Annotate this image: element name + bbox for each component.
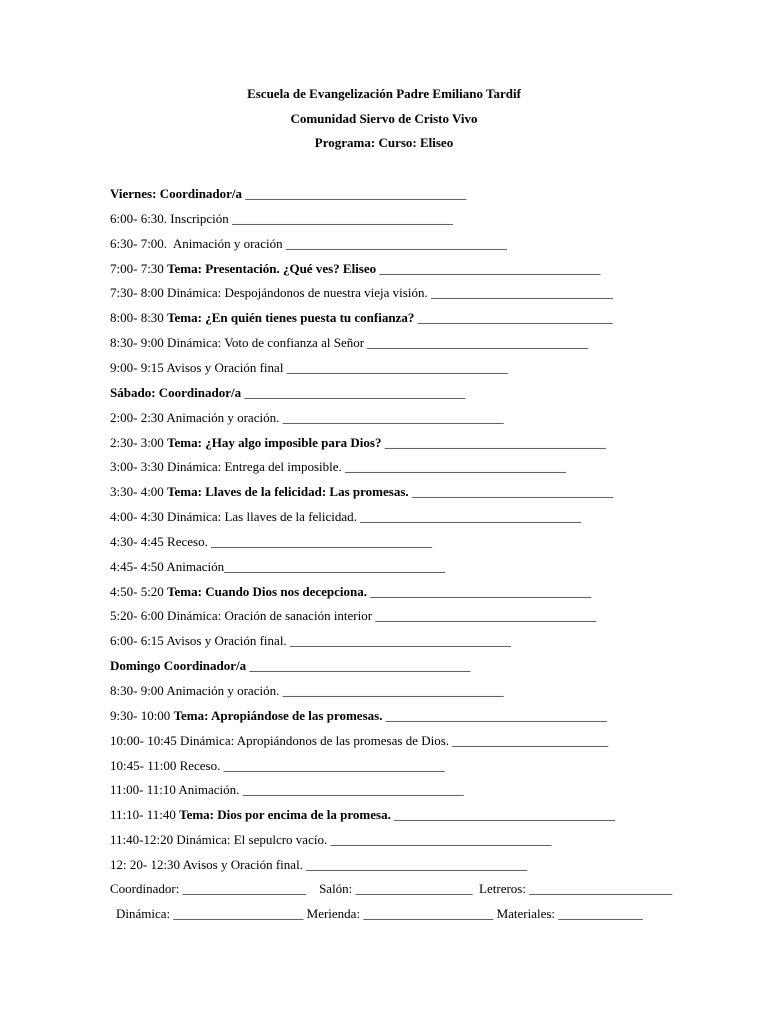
schedule-line-time: 10:45- 11:00 Receso. (110, 757, 221, 773)
schedule-line-bold: Domingo Coordinador/a (110, 658, 247, 674)
schedule-line (110, 360, 508, 376)
schedule-line-time: 12: 20- 12:30 Avisos y Oración final. (110, 856, 303, 872)
schedule-line (110, 758, 445, 774)
schedule-line-bold: Tema: Presentación. ¿Qué ves? Eliseo (167, 260, 377, 276)
community-title: Comunidad Siervo de Cristo Vivo (290, 111, 478, 126)
schedule-line-rest: __________________________________ (228, 210, 454, 226)
schedule-line-bold: Tema: ¿En quién tienes puesta tu confianza? (167, 310, 415, 326)
schedule-line (110, 335, 588, 351)
schedule-line-time: 4:50- 5:20 (110, 583, 168, 599)
schedule-line-rest: __________________________________ (341, 459, 567, 475)
schedule-line-rest: __________________________________ (283, 359, 508, 375)
schedule-line (110, 285, 613, 301)
schedule-line-time: 2:00- 2:30 Animación y oración. (110, 409, 280, 425)
schedule-line (110, 484, 613, 500)
schedule-line-bold: Tema: Apropiándose de las promesas. (173, 707, 383, 723)
schedule-line-bold: Tema: Dios por encima de la promesa. (179, 807, 391, 823)
schedule-line-rest: __________________________________ (367, 583, 592, 599)
schedule-line-rest: __________________________________ (376, 260, 601, 276)
schedule-line-rest: __________________________________ (224, 558, 446, 574)
schedule-line-rest: __________________________________ (327, 832, 552, 848)
schedule-line-time: 11:10- 11:40 (110, 807, 180, 823)
schedule-line-time: 4:30- 4:45 Receso. (110, 533, 208, 549)
schedule-line (110, 261, 600, 277)
schedule-line (110, 509, 581, 525)
footer-row-1: Coordinador: ___________________ Salón: __________________ Letreros: ______________________ (110, 881, 673, 896)
schedule-line (110, 459, 566, 475)
schedule-line (110, 608, 596, 624)
schedule-line (110, 782, 464, 798)
schedule-line-time: 3:00- 3:30 Dinámica: Entrega del imposible. (110, 459, 342, 475)
schedule-line-time: 4:00- 4:30 Dinámica: Las llaves de la felicidad. (110, 509, 357, 525)
schedule-line (110, 534, 432, 550)
schedule-line-bold: Sábado: Coordinador/a (110, 384, 242, 400)
schedule-line-rest: __________________________________ (364, 335, 589, 351)
schedule-line (110, 683, 504, 699)
schedule-line (110, 584, 591, 600)
schedule-line-rest: __________________________________ (302, 856, 528, 872)
schedule-line-time: 9:30- 10:00 (110, 707, 174, 723)
schedule-line-rest: ______________________________ (414, 310, 613, 326)
schedule-line (110, 832, 551, 848)
schedule-line (110, 385, 465, 401)
schedule-line-rest: _______________________________ (408, 484, 614, 500)
schedule-line-time: 7:30- 8:00 Dinámica: Despojándonos de nuestra vieja visión. (110, 285, 428, 301)
schedule-line-rest: __________________________________ (390, 807, 616, 823)
schedule-line (110, 807, 615, 823)
schedule-line (110, 186, 466, 202)
schedule-line-rest: ________________________ (449, 732, 609, 748)
schedule-line-rest: __________________________________ (239, 782, 464, 798)
schedule-line-time: 7:00- 7:30 (110, 260, 168, 276)
schedule-line-time: 11:00- 11:10 Animación. (110, 782, 240, 798)
schedule-line-rest: __________________________________ (207, 533, 433, 549)
schedule-line-bold: Tema: Cuando Dios nos decepciona. (167, 583, 368, 599)
schedule-line-time: 6:00- 6:30. Inscripción (110, 210, 229, 226)
schedule-line-rest: __________________________________ (282, 235, 507, 251)
schedule-line-time: 5:20- 6:00 Dinámica: Oración de sanación interior (110, 608, 373, 624)
schedule-line-time: 2:30- 3:00 (110, 434, 168, 450)
schedule-line-time: 8:30- 9:00 Dinámica: Voto de confianza al Señor (110, 335, 365, 351)
schedule-line-rest: __________________________________ (242, 186, 467, 201)
program-title: Programa: Curso: Eliseo (314, 135, 454, 150)
schedule-line (110, 708, 607, 724)
schedule-line-time: 6:30- 7:00. Animación y oración (110, 235, 283, 251)
schedule-line (110, 857, 527, 873)
schedule-line (110, 410, 504, 426)
schedule-line-time: 4:45- 4:50 Animación (110, 558, 225, 574)
schedule-line-rest: __________________________________ (220, 757, 445, 773)
schedule-line-rest: __________________________________ (372, 608, 597, 624)
schedule-line-time: 9:00- 9:15 Avisos y Oración final (110, 359, 284, 375)
footer-row-2: Dinámica: ____________________ Merienda: ____________________ Materiales: _____________ (116, 906, 643, 921)
schedule-line (110, 658, 470, 674)
schedule-line-time: 3:30- 4:00 (110, 484, 168, 500)
schedule-line (110, 310, 613, 326)
schedule-line-rest: __________________________________ (279, 409, 504, 425)
schedule-line (110, 559, 445, 575)
schedule-line-time: 11:40-12:20 Dinámica: El sepulcro vacío. (110, 832, 328, 848)
schedule-line-bold: Viernes: Coordinador/a (110, 186, 243, 201)
schedule-line-time: 8:00- 8:30 (110, 310, 168, 326)
schedule-line-rest: __________________________________ (246, 658, 471, 674)
schedule-line-bold: Tema: Llaves de la felicidad: Las promesas. (167, 484, 409, 500)
schedule-line (110, 211, 453, 227)
schedule-line-rest: __________________________________ (286, 633, 511, 649)
schedule-line (110, 236, 507, 252)
schedule-line (110, 733, 608, 749)
schedule-line-time: 8:30- 9:00 Animación y oración. (110, 683, 280, 698)
school-title: Escuela de Evangelización Padre Emiliano Tardif (247, 86, 521, 101)
schedule-line-time: 10:00- 10:45 Dinámica: Apropiándonos de las promesas de Dios. (110, 732, 450, 748)
schedule-line (110, 633, 511, 649)
schedule-line-rest: ____________________________ (427, 285, 613, 301)
schedule-line-rest: __________________________________ (356, 509, 582, 525)
schedule-line-rest: __________________________________ (382, 707, 607, 723)
schedule-line-rest: __________________________________ (381, 434, 606, 450)
schedule-line-rest: __________________________________ (279, 683, 504, 698)
schedule-line-time: 6:00- 6:15 Avisos y Oración final. (110, 633, 287, 649)
schedule-line-rest: __________________________________ (241, 384, 466, 400)
schedule-line (110, 435, 606, 451)
schedule-line-bold: Tema: ¿Hay algo imposible para Dios? (167, 434, 382, 450)
